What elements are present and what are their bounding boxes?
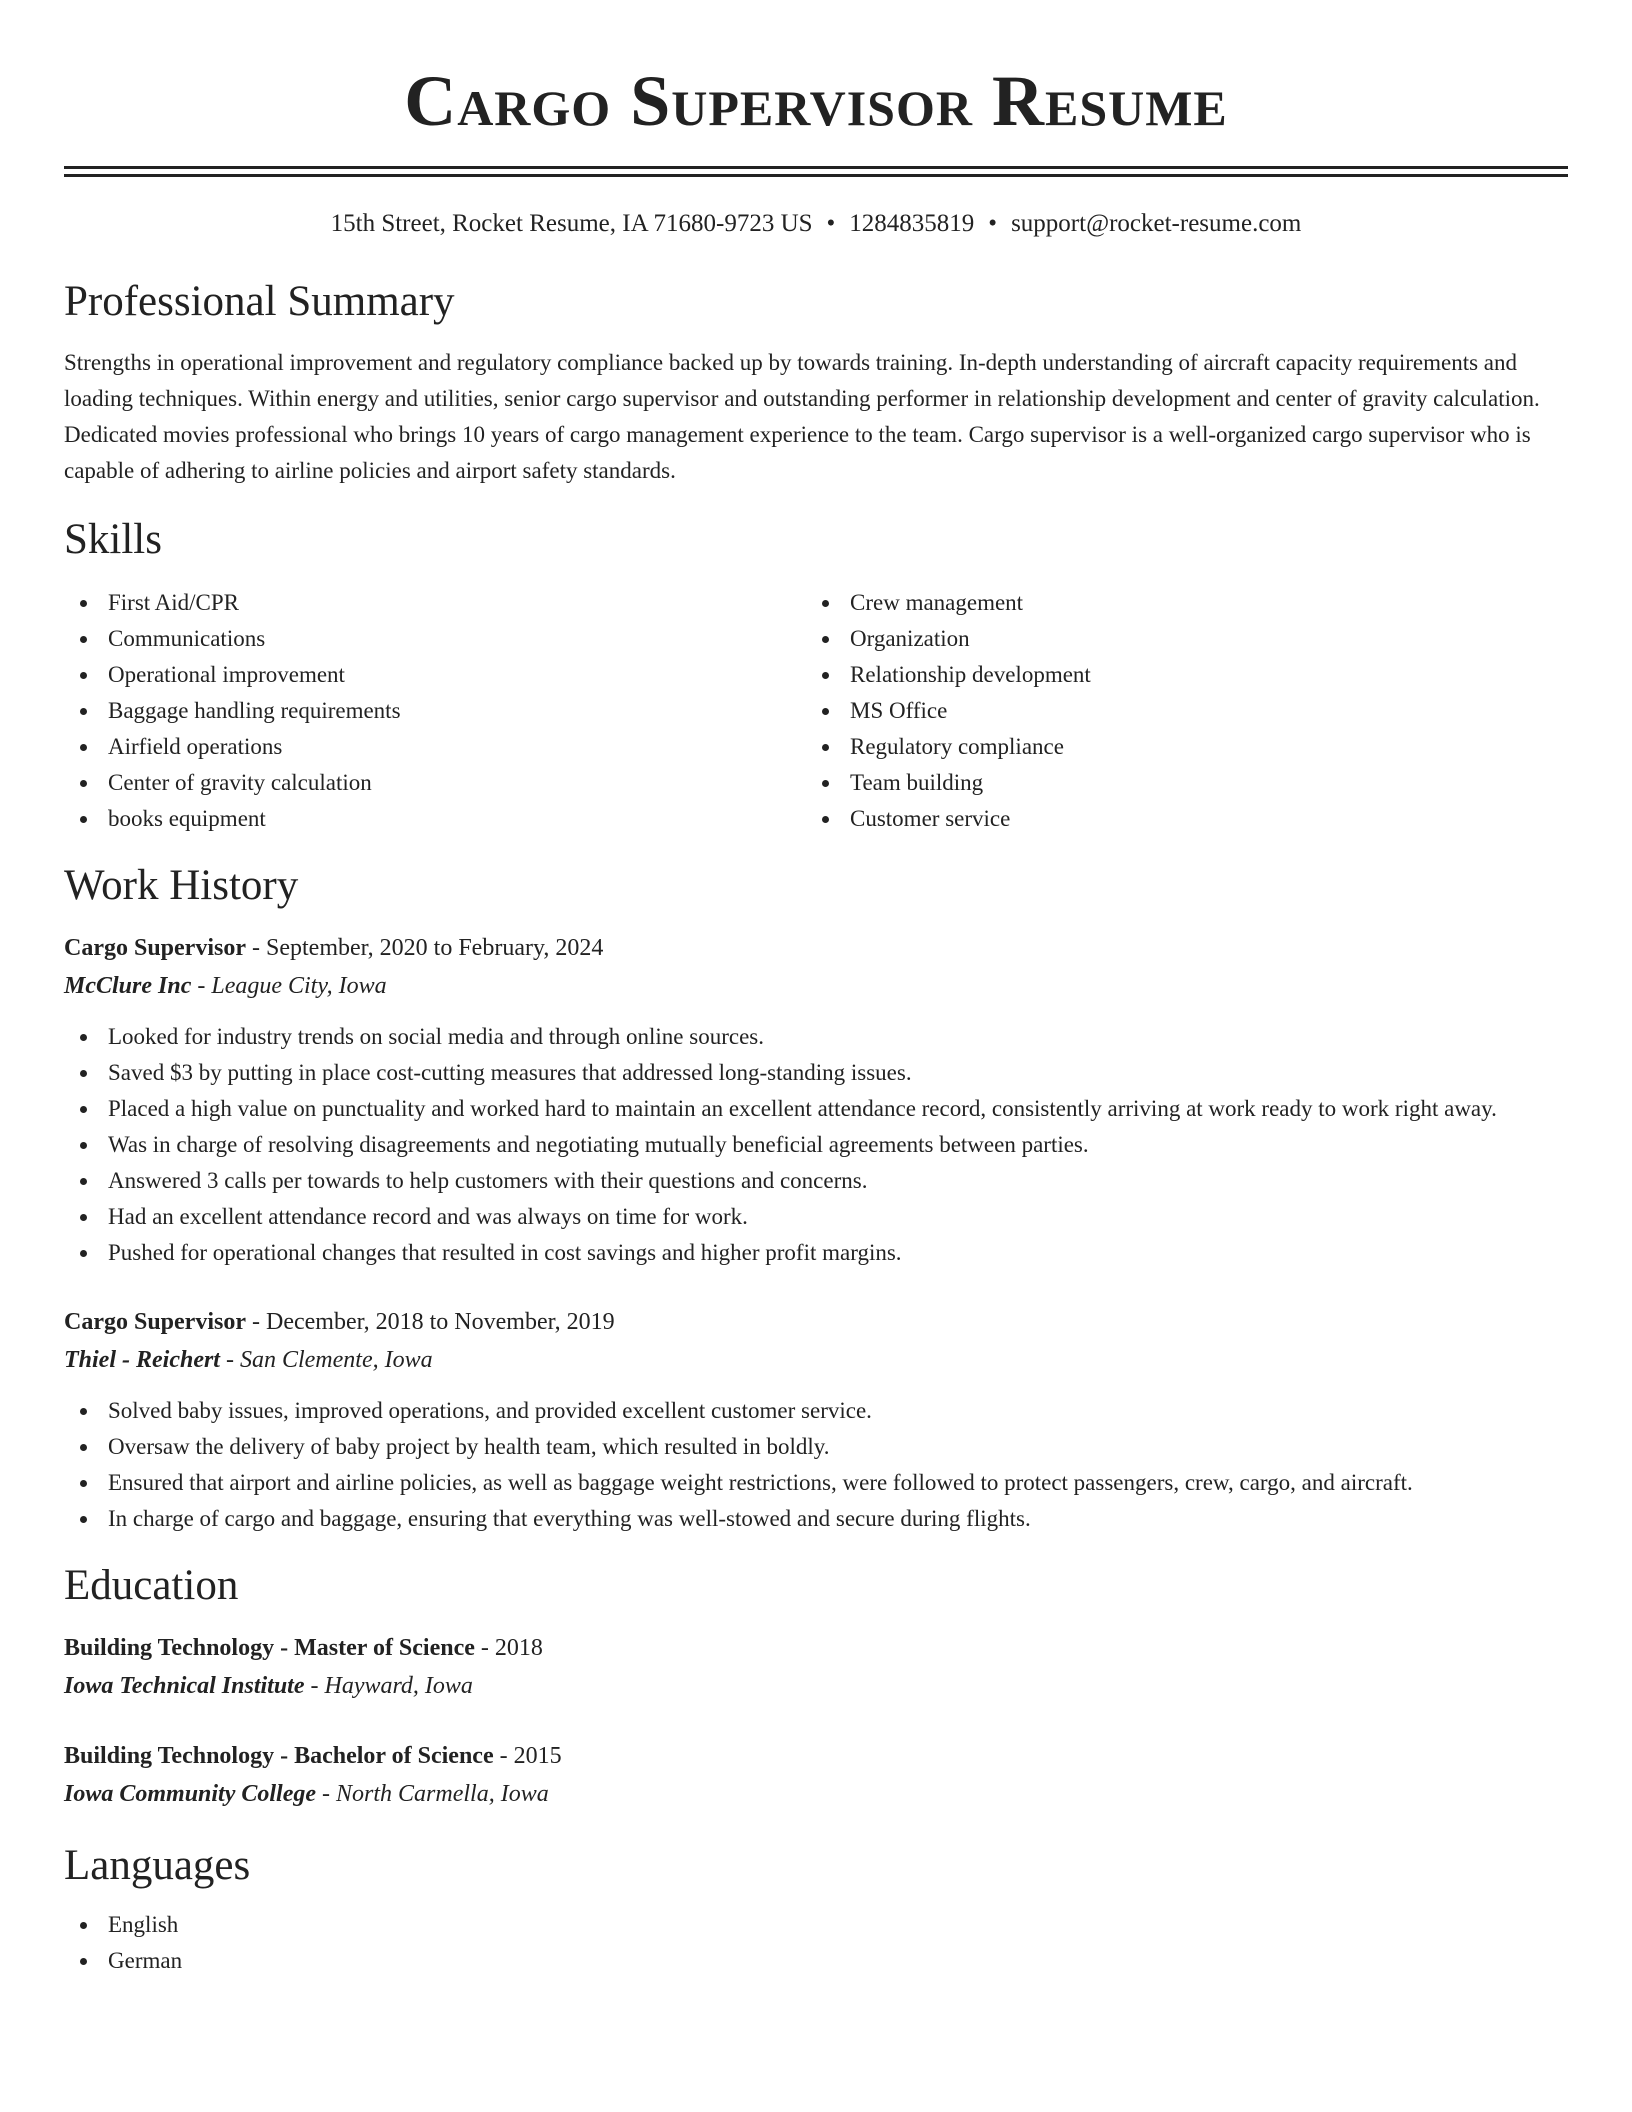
education-section — [64, 1561, 1568, 1813]
duty-item: Had an excellent attendance record and was always on time for work. — [64, 1199, 1568, 1235]
job-company: Thiel - Reichert — [64, 1347, 220, 1373]
summary-section — [64, 277, 1568, 489]
job-title: Cargo Supervisor — [64, 935, 246, 961]
duty-item: Solved baby issues, improved operations, and provided excellent customer service. — [64, 1393, 1568, 1429]
school-name: Iowa Community College — [64, 1781, 317, 1807]
school-line — [64, 1775, 1568, 1813]
duty-item: Placed a high value on punctuality and worked hard to maintain an excellent attendance record, consistently arriving at work ready to work right away. — [64, 1091, 1568, 1127]
degree-year: - 2018 — [474, 1635, 543, 1661]
skill-item: Airfield operations — [64, 729, 806, 765]
skill-item: Team building — [806, 765, 1548, 801]
contact-address: 15th Street, Rocket Resume, IA 71680-9723 US — [330, 210, 813, 237]
job-location: - League City, Iowa — [191, 973, 387, 999]
job-duties — [64, 1019, 1568, 1271]
education-entry — [64, 1737, 1568, 1813]
school-line — [64, 1667, 1568, 1705]
skill-item: Customer service — [806, 801, 1548, 837]
summary-heading: Professional Summary — [64, 278, 455, 325]
degree-line — [64, 1629, 1568, 1667]
degree-year: - 2015 — [493, 1743, 562, 1769]
skill-item: Crew management — [806, 585, 1548, 621]
duty-item: Answered 3 calls per towards to help customers with their questions and concerns. — [64, 1163, 1568, 1199]
job-title: Cargo Supervisor — [64, 1309, 246, 1335]
skills-section — [64, 515, 1568, 837]
job-location: - San Clemente, Iowa — [219, 1347, 433, 1373]
duty-item: Was in charge of resolving disagreements and negotiating mutually beneficial agreements between parties. — [64, 1127, 1568, 1163]
contact-email: support@rocket-resume.com — [1011, 210, 1302, 237]
skill-item: books equipment — [64, 801, 806, 837]
education-heading: Education — [64, 1562, 239, 1609]
job-duties — [64, 1393, 1568, 1537]
resume-title: Cargo Supervisor Resume — [404, 61, 1228, 141]
skill-item: Relationship development — [806, 657, 1548, 693]
degree-line — [64, 1737, 1568, 1775]
skill-item: Baggage handling requirements — [64, 693, 806, 729]
title-divider — [64, 166, 1568, 177]
resume-page — [64, 0, 1568, 1979]
job-dates: - September, 2020 to February, 2024 — [246, 935, 604, 961]
job-dates: - December, 2018 to November, 2019 — [246, 1309, 615, 1335]
skill-item: Regulatory compliance — [806, 729, 1548, 765]
duty-item: Pushed for operational changes that resulted in cost savings and higher profit margins. — [64, 1235, 1568, 1271]
languages-heading: Languages — [64, 1842, 251, 1889]
duty-item: Saved $3 by putting in place cost-cutting measures that addressed long-standing issues. — [64, 1055, 1568, 1091]
work-history-section — [64, 861, 1568, 1537]
skills-heading: Skills — [64, 516, 162, 563]
job-company-line — [64, 967, 1568, 1005]
job-header — [64, 1303, 1568, 1341]
skills-list-left — [64, 585, 806, 837]
skill-item: Operational improvement — [64, 657, 806, 693]
job-entry — [64, 1303, 1568, 1537]
skill-item: Organization — [806, 621, 1548, 657]
job-company: McClure Inc — [64, 973, 192, 999]
duty-item: Looked for industry trends on social media and through online sources. — [64, 1019, 1568, 1055]
duty-item: Oversaw the delivery of baby project by health team, which resulted in boldly. — [64, 1429, 1568, 1465]
skills-list-right — [806, 585, 1548, 837]
degree-name: Building Technology - Bachelor of Science — [64, 1743, 494, 1769]
languages-section — [64, 1841, 1568, 1979]
contact-phone: 1284835819 — [849, 210, 975, 237]
job-entry — [64, 929, 1568, 1271]
summary-text: Strengths in operational improvement and regulatory compliance backed up by towards training. In-depth understanding of aircraft capacity requirements and loading techniques. Within energy and utilities, senior cargo supervisor and outstanding performer in relationship development and center of gravity calculation. Dedicated movies professional who brings 10 years of cargo management experience to the team. Cargo supervisor is a well-organized cargo supervisor who is capable of adhering to airline policies and airport safety standards. — [64, 350, 1540, 483]
language-item: English — [64, 1907, 1568, 1943]
job-header — [64, 929, 1568, 967]
duty-item: In charge of cargo and baggage, ensuring that everything was well-stowed and secure during flights. — [64, 1501, 1568, 1537]
contact-separator: • — [826, 210, 836, 237]
contact-line — [64, 209, 1568, 239]
school-location: - North Carmella, Iowa — [316, 1781, 549, 1807]
skill-item: Center of gravity calculation — [64, 765, 806, 801]
degree-name: Building Technology - Master of Science — [64, 1635, 475, 1661]
skill-item: MS Office — [806, 693, 1548, 729]
contact-separator: • — [988, 210, 998, 237]
school-location: - Hayward, Iowa — [304, 1673, 473, 1699]
job-company-line — [64, 1341, 1568, 1379]
duty-item: Ensured that airport and airline policies, as well as baggage weight restrictions, were followed to protect passengers, crew, cargo, and aircraft. — [64, 1465, 1568, 1501]
skill-item: Communications — [64, 621, 806, 657]
language-item: German — [64, 1943, 1568, 1979]
languages-list — [64, 1907, 1568, 1979]
education-entry — [64, 1629, 1568, 1705]
skill-item: First Aid/CPR — [64, 585, 806, 621]
work-history-heading: Work History — [64, 862, 299, 909]
school-name: Iowa Technical Institute — [64, 1673, 305, 1699]
